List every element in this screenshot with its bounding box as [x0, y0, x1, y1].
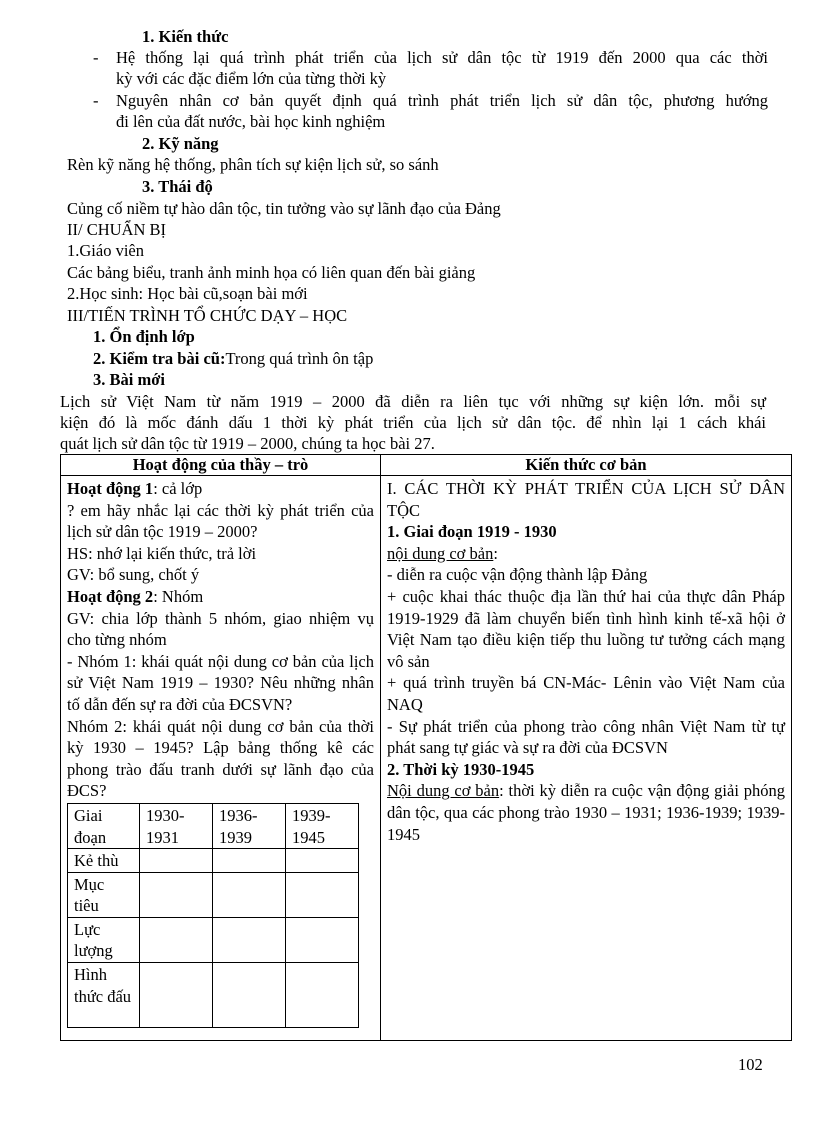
header-basic-knowledge: Kiến thức cơ bản: [381, 455, 792, 476]
sub-header-cell: 1936-1939: [213, 803, 286, 848]
knowledge-cell: [381, 476, 792, 1041]
knowledge-heading: 1. Kiến thức: [142, 27, 229, 46]
bullet-dash: -: [93, 48, 99, 67]
sub-row-label: Lực lượng: [68, 917, 140, 962]
intro-line-1: Lịch sử Việt Nam từ năm 1919 – 2000 đã diễn ra liên tục với những sự kiện lớn. mỗi sự: [60, 392, 766, 411]
sub-empty-cell: [213, 872, 286, 917]
attitude-heading: 3. Thái độ: [142, 177, 213, 196]
period-1-colon: :: [493, 543, 498, 563]
teacher-instruction: GV: chia lớp thành 5 nhóm, giao nhiệm vụ cho từng nhóm: [67, 608, 374, 650]
student-response: HS: nhớ lại kiến thức, trả lời: [67, 543, 257, 563]
attitude-text: Củng cố niềm tự hào dân tộc, tin tưởng vào sự lãnh đạo của Đảng: [67, 199, 501, 218]
sub-header-cell: 1939-1945: [286, 803, 359, 848]
activity-2-label: Hoạt động 2: [67, 586, 154, 606]
period-2-heading: 2. Thời kỳ 1930-1945: [387, 759, 535, 779]
movement-stats-table: [67, 803, 359, 1028]
activities-cell: [61, 476, 381, 1041]
header-teacher-student: Hoạt động của thầy – trò: [61, 455, 381, 476]
group-2-task: Nhóm 2: khái quát nội dung cơ bản của thời kỳ 1930 – 1945? Lập bảng thống kê các phong trào đấu tranh dưới sự lãnh đạo của ĐCS?: [67, 716, 374, 801]
activity-1-label: Hoạt động 1: [67, 479, 154, 498]
period-1-point-c: + quá trình truyền bá CN-Mác- Lênin vào Việt Nam của NAQ: [387, 673, 785, 714]
knowledge-item-2-line1: Nguyên nhân cơ bản quyết định quá trình phát triển lịch sử dân tộc, phương hướng: [116, 91, 768, 110]
sub-empty-cell: [213, 963, 286, 1028]
period-2-content: [387, 780, 785, 845]
section-title: I. CÁC THỜI KỲ PHÁT TRIỂN CỦA LỊCH SỬ DÂN TỘC: [387, 479, 785, 520]
teacher-text: Các bảng biểu, tranh ảnh minh họa có liên quan đến bài giảng: [67, 263, 476, 282]
page-number: 102: [738, 1055, 763, 1074]
teacher-label: 1.Giáo viên: [67, 241, 144, 260]
activity-1: [67, 478, 374, 500]
sub-empty-cell: [140, 963, 213, 1028]
period-1-point-a: - diễn ra cuộc vận động thành lập Đảng: [387, 565, 648, 585]
sub-empty-cell: [213, 849, 286, 873]
intro-line-3: quát lịch sử dân tộc từ 1919 – 2000, chúng ta học bài 27.: [60, 434, 435, 453]
sub-header-cell: Giai đoạn: [68, 803, 140, 848]
step-2-text: Trong quá trình ôn tập: [225, 349, 374, 368]
period-1-point-b: + cuộc khai thác thuộc địa lần thứ hai của thực dân Pháp 1919-1929 đã làm chuyển biến tình hình kinh tế-xã hội ở Việt Nam tạo điều kiện tiếp thu luồng tư tưởng cách mạng vô sản: [387, 586, 785, 671]
process-heading: III/TIẾN TRÌNH TỔ CHỨC DẠY – HỌC: [67, 306, 348, 325]
skills-heading: 2. Kỹ năng: [142, 134, 219, 153]
intro-line-2: kiện đó là mốc đánh dấu 1 thời kỳ phát triển của lịch sử dân tộc. để nhìn lại 1 cách khái: [60, 413, 766, 432]
period-2-text: : thời kỳ diễn ra cuộc vận động giải phóng dân tộc, qua các phong trào 1930 – 1931; 1936-1939; 1939-1945: [387, 781, 786, 844]
sub-empty-cell: [286, 963, 359, 1028]
sub-empty-cell: [140, 849, 213, 873]
teacher-summary: GV: bổ sung, chốt ý: [67, 565, 200, 585]
activity-2-type: : Nhóm: [153, 586, 204, 606]
lesson-table: [60, 454, 792, 1041]
period-1-heading: 1. Giai đoạn 1919 - 1930: [387, 522, 557, 542]
sub-empty-cell: [286, 849, 359, 873]
sub-row-label: Kẻ thù: [68, 849, 140, 873]
step-2-label: 2. Kiểm tra bài cũ:: [93, 349, 226, 368]
sub-row-label: Hình thức đấu: [68, 963, 140, 1028]
preparation-heading: II/ CHUẨN BỊ: [67, 220, 166, 239]
skills-text: Rèn kỹ năng hệ thống, phân tích sự kiện lịch sử, so sánh: [67, 155, 439, 174]
activity-2: [67, 586, 374, 608]
knowledge-item-1-line2: kỳ với các đặc điểm lớn của từng thời kỳ: [116, 69, 387, 88]
knowledge-item-1-line1: Hệ thống lại quá trình phát triển của lịch sử dân tộc từ 1919 đến 2000 qua các thời: [116, 48, 768, 67]
step-3: 3. Bài mới: [93, 370, 165, 389]
sub-empty-cell: [213, 917, 286, 962]
student-text: 2.Học sinh: Học bài cũ,soạn bài mới: [67, 284, 308, 303]
knowledge-item-2-line2: đi lên của đất nước, bài học kinh nghiệm: [116, 112, 386, 131]
activity-1-type: : cả lớp: [153, 479, 203, 498]
sub-empty-cell: [140, 917, 213, 962]
period-1-label-line: [387, 543, 785, 565]
sub-header-cell: 1930-1931: [140, 803, 213, 848]
sub-empty-cell: [286, 917, 359, 962]
step-2: [93, 348, 373, 369]
sub-row-label: Mục tiêu: [68, 872, 140, 917]
sub-empty-cell: [140, 872, 213, 917]
period-1-label: nội dung cơ bản: [387, 543, 494, 563]
sub-empty-cell: [286, 872, 359, 917]
question-1: ? em hãy nhắc lại các thời kỳ phát triển của lịch sử dân tộc 1919 – 2000?: [67, 500, 374, 542]
step-1: 1. Ổn định lớp: [93, 327, 195, 346]
period-2-label: Nội dung cơ bản: [387, 781, 500, 801]
group-1-task: - Nhóm 1: khái quát nội dung cơ bản của lịch sử Việt Nam 1919 – 1930? Nêu những nhân tố dẫn đến sự ra đời của ĐCSVN?: [67, 651, 374, 714]
period-1-point-d: - Sự phát triển của phong trào công nhân Việt Nam từ tự phát sang tự giác và sự ra đời của ĐCSVN: [387, 716, 785, 758]
bullet-dash: -: [93, 91, 99, 110]
